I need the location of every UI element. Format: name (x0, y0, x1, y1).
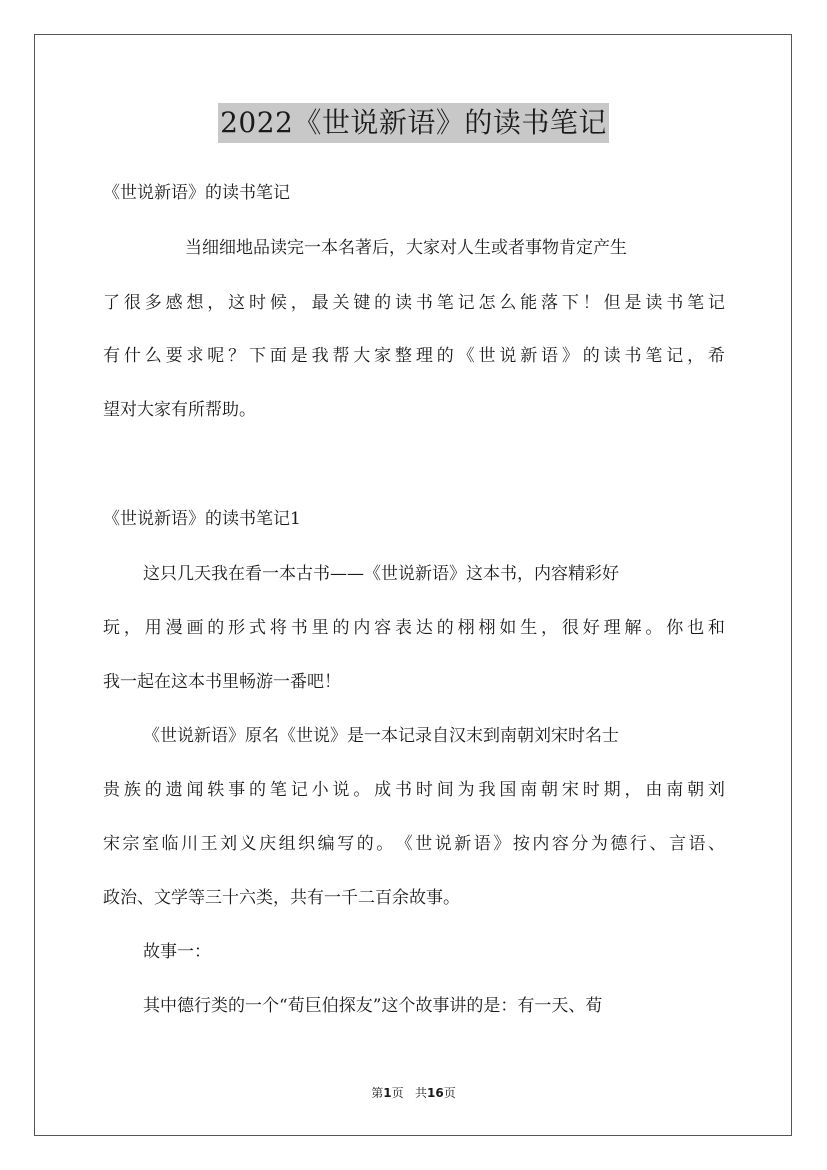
story-label: 故事一： (143, 942, 211, 962)
para3-line-1: 其中德行类的一个“荀巨伯探友”这个故事讲的是：有一天、荀 (143, 996, 603, 1016)
total-page-number: 16 (427, 1086, 444, 1100)
title-container (0, 103, 827, 143)
intro-line-2: 了 很 多 感 想 ， 这 时 候 ， 最 关 键 的 读 书 笔 记 怎 么 能 落 下 ！ 但 是 读 书 笔 记 (103, 293, 725, 313)
document-subtitle: 《世说新语》的读书笔记 (103, 183, 290, 203)
footer-suffix: 页 (443, 1086, 456, 1100)
page-footer (0, 1085, 827, 1101)
para2-line-2: 贵 族 的 遗 闻 轶 事 的 笔 记 小 说 。 成 书 时 间 为 我 国 南 朝 宋 时 期 ， 由 南 朝 刘 (103, 780, 725, 800)
intro-line-1: 当细细地品读完一本名著后，大家对人生或者事物肯定产生 (185, 238, 627, 258)
document-title: 2022《世说新语》的读书笔记 (218, 103, 609, 143)
para2-line-1: 《世说新语》原名《世说》是一本记录自汉末到南朝刘宋时名士 (143, 726, 619, 746)
para1-line-2: 玩 ， 用 漫 画 的 形 式 将 书 里 的 内 容 表 达 的 栩 栩 如 生 ， 很 好 理 解 。 你 也 和 (103, 618, 725, 638)
intro-line-3: 有 什 么 要 求 呢 ？ 下 面 是 我 帮 大 家 整 理 的 《 世 说 新 语 》 的 读 书 笔 记 ， 希 (103, 346, 725, 366)
footer-mid: 页 共 (391, 1086, 428, 1100)
section-heading: 《世说新语》的读书笔记1 (103, 509, 301, 529)
footer-prefix: 第 (371, 1086, 384, 1100)
intro-line-4: 望对大家有所帮助。 (103, 400, 256, 420)
para2-line-4: 政治、文学等三十六类，共有一千二百余故事。 (103, 888, 460, 908)
para1-line-3: 我一起在这本书里畅游一番吧！ (103, 672, 341, 692)
para2-line-3: 宋 宗 室 临 川 王 刘 义 庆 组 织 编 写 的 。 《 世 说 新 语 》 按 内 容 分 为 德 行 、 言 语 、 (103, 834, 725, 854)
para1-line-1: 这只几天我在看一本古书——《世说新语》这本书，内容精彩好 (143, 564, 619, 584)
current-page-number: 1 (383, 1086, 392, 1100)
